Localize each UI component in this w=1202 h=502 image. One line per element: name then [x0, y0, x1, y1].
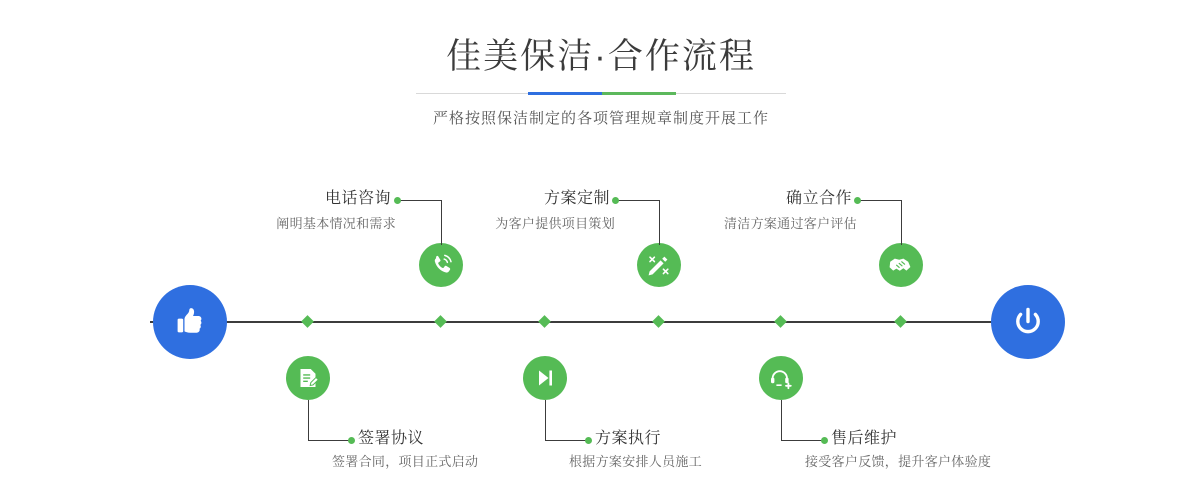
- connector-endpoint: [585, 437, 592, 444]
- connector-line: [615, 200, 660, 201]
- step-node-after-sales[interactable]: [759, 356, 803, 400]
- step-node-establish-cooperation[interactable]: [879, 243, 923, 287]
- step-desc: 签署合同，项目正式启动: [332, 454, 479, 469]
- connector-endpoint: [821, 437, 828, 444]
- divider-accent-green: [602, 92, 676, 95]
- phone-call-icon: [428, 252, 454, 278]
- thumbs-up-icon: [171, 303, 209, 341]
- connector-line: [781, 400, 782, 441]
- step-title: 售后维护: [831, 430, 898, 447]
- step-title: 电话咨询: [324, 190, 391, 207]
- page-subtitle: 严格按照保洁制定的各项管理规章制度开展工作: [432, 110, 769, 127]
- step-title: 方案执行: [595, 430, 662, 447]
- step-desc: 清洁方案通过客户评估: [723, 216, 857, 231]
- step-desc: 阐明基本情况和需求: [276, 216, 396, 231]
- divider-accent-blue: [528, 92, 602, 95]
- step-label-sign-agreement: [332, 428, 479, 472]
- connector-line: [857, 200, 902, 201]
- page-title: 佳美保洁·合作流程: [446, 37, 756, 76]
- step-label-establish-cooperation: [717, 188, 857, 231]
- step-title: 签署协议: [358, 430, 425, 447]
- plan-pen-icon: [646, 252, 672, 278]
- connector-line: [397, 200, 442, 201]
- connector-line: [659, 200, 660, 245]
- axis-marker: [434, 315, 447, 328]
- timeline-start-badge: [153, 285, 227, 359]
- connector-endpoint: [394, 197, 401, 204]
- axis-marker: [774, 315, 787, 328]
- timeline-end-badge: [991, 285, 1065, 359]
- step-node-phone-consult[interactable]: [419, 243, 463, 287]
- connector-line: [781, 440, 825, 441]
- connector-line: [545, 440, 589, 441]
- customer-support-icon: [768, 365, 794, 391]
- step-title: 确立合作: [785, 190, 852, 207]
- header: [0, 34, 1202, 128]
- connector-line: [901, 200, 902, 245]
- connector-line: [308, 400, 309, 441]
- step-desc: 接受客户反馈，提升客户体验度: [805, 454, 992, 469]
- step-desc: 为客户提供项目策划: [495, 216, 615, 231]
- connector-endpoint: [612, 197, 619, 204]
- timeline-axis: [150, 321, 1052, 323]
- step-node-plan-customize[interactable]: [637, 243, 681, 287]
- connector-line: [308, 440, 352, 441]
- step-desc: 根据方案安排人员施工: [569, 454, 703, 469]
- step-label-plan-customize: [475, 188, 615, 231]
- document-edit-icon: [296, 366, 320, 390]
- axis-marker: [652, 315, 665, 328]
- step-label-phone-consult: [256, 188, 396, 231]
- handshake-icon: [888, 252, 914, 278]
- axis-marker: [894, 315, 907, 328]
- connector-endpoint: [854, 197, 861, 204]
- axis-marker: [538, 315, 551, 328]
- step-node-plan-execute[interactable]: [523, 356, 567, 400]
- step-label-after-sales: [805, 428, 992, 472]
- title-divider: [416, 92, 786, 95]
- step-node-sign-agreement[interactable]: [286, 356, 330, 400]
- step-title: 方案定制: [543, 190, 610, 207]
- play-forward-icon: [533, 366, 557, 390]
- step-label-plan-execute: [569, 428, 703, 472]
- power-icon: [1008, 302, 1048, 342]
- connector-line: [441, 200, 442, 245]
- connector-endpoint: [348, 437, 355, 444]
- connector-line: [545, 400, 546, 441]
- axis-marker: [301, 315, 314, 328]
